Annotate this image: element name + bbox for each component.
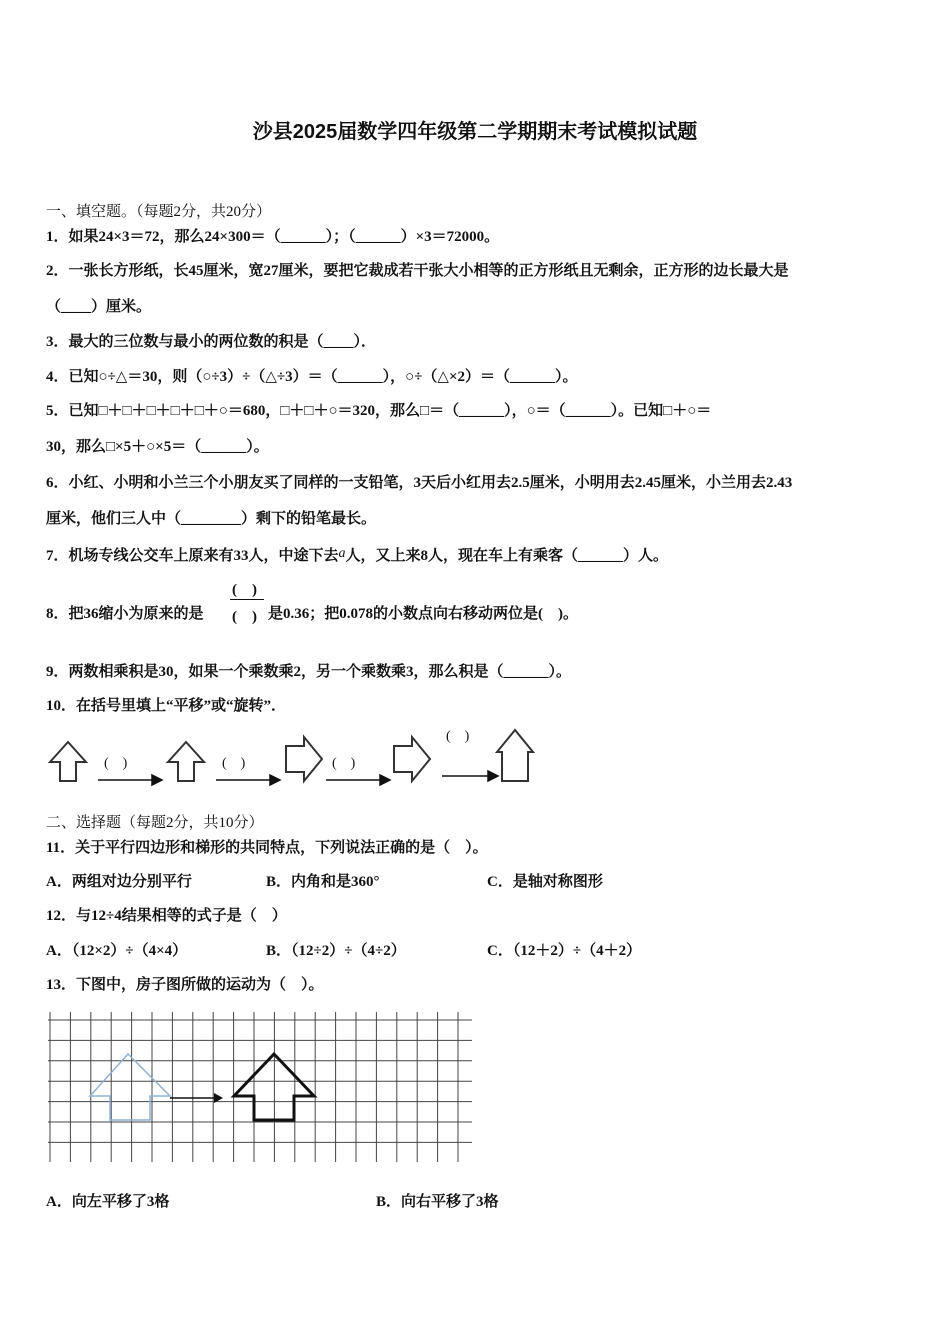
question-11: 11．关于平行四边形和梯形的共同特点，下列说法正确的是（ ）。 [46, 840, 488, 856]
blank-paren-3: ( ) [332, 756, 356, 771]
question-5-line2: 30，那么□×5＋○×5＝（______）。 [46, 439, 269, 455]
question-13: 13．下图中，房子图所做的运动为（ ）。 [46, 977, 324, 993]
right-arrow-shape-2 [394, 737, 430, 781]
question-12-option-a: A．（12×2）÷（4×4） [46, 943, 188, 959]
blank-paren-2: ( ) [222, 756, 246, 771]
up-arrow-shape-2 [168, 742, 204, 781]
move-arrow-head-4 [488, 771, 498, 781]
question-13-grid-figure [48, 1012, 478, 1164]
question-2-line1: 2．一张长方形纸，长45厘米，宽27厘米，要把它裁成若干张大小相等的正方形纸且无剩余，正方形的边长最大是 [46, 263, 789, 279]
right-arrow-shape-1 [286, 737, 322, 781]
question-1: 1．如果24×3＝72，那么24×300＝（______）；（______）×3＝72000。 [46, 229, 500, 245]
question-12-option-b: B．（12÷2）÷（4÷2） [266, 943, 406, 959]
move-arrow-head-2 [270, 775, 280, 785]
question-10: 10．在括号里填上“平移”或“旋转”． [46, 698, 287, 714]
question-11-option-c: C．是轴对称图形 [487, 874, 603, 890]
fraction-denominator: ( ) [232, 609, 257, 625]
question-12-option-c: C．（12＋2）÷（4＋2） [487, 943, 642, 959]
question-7-text-a: 7．机场专线公交车上原来有33人，中途下去 [46, 548, 339, 564]
page-title: 沙县2025届数学四年级第二学期期末考试模拟试题 [252, 121, 698, 143]
question-11-option-b: B．内角和是360° [266, 874, 380, 890]
section-heading-fill-blank: 一、填空题。（每题2分，共20分） [46, 204, 272, 220]
question-5-line1: 5．已知□＋□＋□＋□＋□＋○＝680，□＋□＋○＝320，那么□＝（______），○＝（______）。已知□＋○＝ [46, 403, 712, 419]
question-3: 3．最大的三位数与最小的两位数的积是（____）． [46, 334, 377, 350]
question-12: 12．与12÷4结果相等的式子是（ ） [46, 908, 287, 924]
up-arrow-shape-3 [497, 730, 533, 781]
question-8-text-a: 8．把36缩小为原来的是 [46, 606, 204, 622]
question-6-line1: 6．小红、小明和小兰三个小朋友买了同样的一支铅笔，3天后小红用去2.5厘米，小明用去2.45厘米，小兰用去2.43 [46, 475, 793, 491]
question-9: 9．两数相乘积是30，如果一个乘数乘2，另一个乘数乘3，那么积是（______）。 [46, 664, 572, 680]
fraction-bar [230, 599, 264, 600]
house-original-shape [90, 1054, 170, 1120]
question-8-text-b: 是0.36；把0.078的小数点向右移动两位是( )。 [268, 606, 578, 622]
up-arrow-shape-1 [50, 742, 86, 781]
question-2-line2: （____）厘米。 [46, 299, 152, 315]
question-13-option-a: A．向左平移了3格 [46, 1194, 170, 1210]
question-6-line2: 厘米，他们三人中（________）剩下的铅笔最长。 [46, 511, 377, 527]
variable-a: a [338, 546, 346, 561]
question-11-option-a: A．两组对边分别平行 [46, 874, 192, 890]
section-heading-choice: 二、选择题（每题2分，共10分） [46, 815, 264, 831]
blank-paren-4: ( ) [446, 729, 470, 744]
question-4: 4．已知○÷△＝30，则（○÷3）÷（△÷3）＝（______），○÷（△×2）＝（______）。 [46, 369, 578, 385]
question-13-option-b: B．向右平移了3格 [376, 1194, 499, 1210]
fraction-numerator: ( ) [232, 582, 257, 598]
move-arrow-head-3 [380, 775, 390, 785]
question-10-figure [40, 720, 540, 795]
blank-paren-1: ( ) [104, 756, 128, 771]
question-7-text-b: 人，又上来8人，现在车上有乘客（______）人。 [345, 548, 669, 564]
question-7 [46, 545, 668, 565]
move-arrow-head-1 [152, 775, 162, 785]
